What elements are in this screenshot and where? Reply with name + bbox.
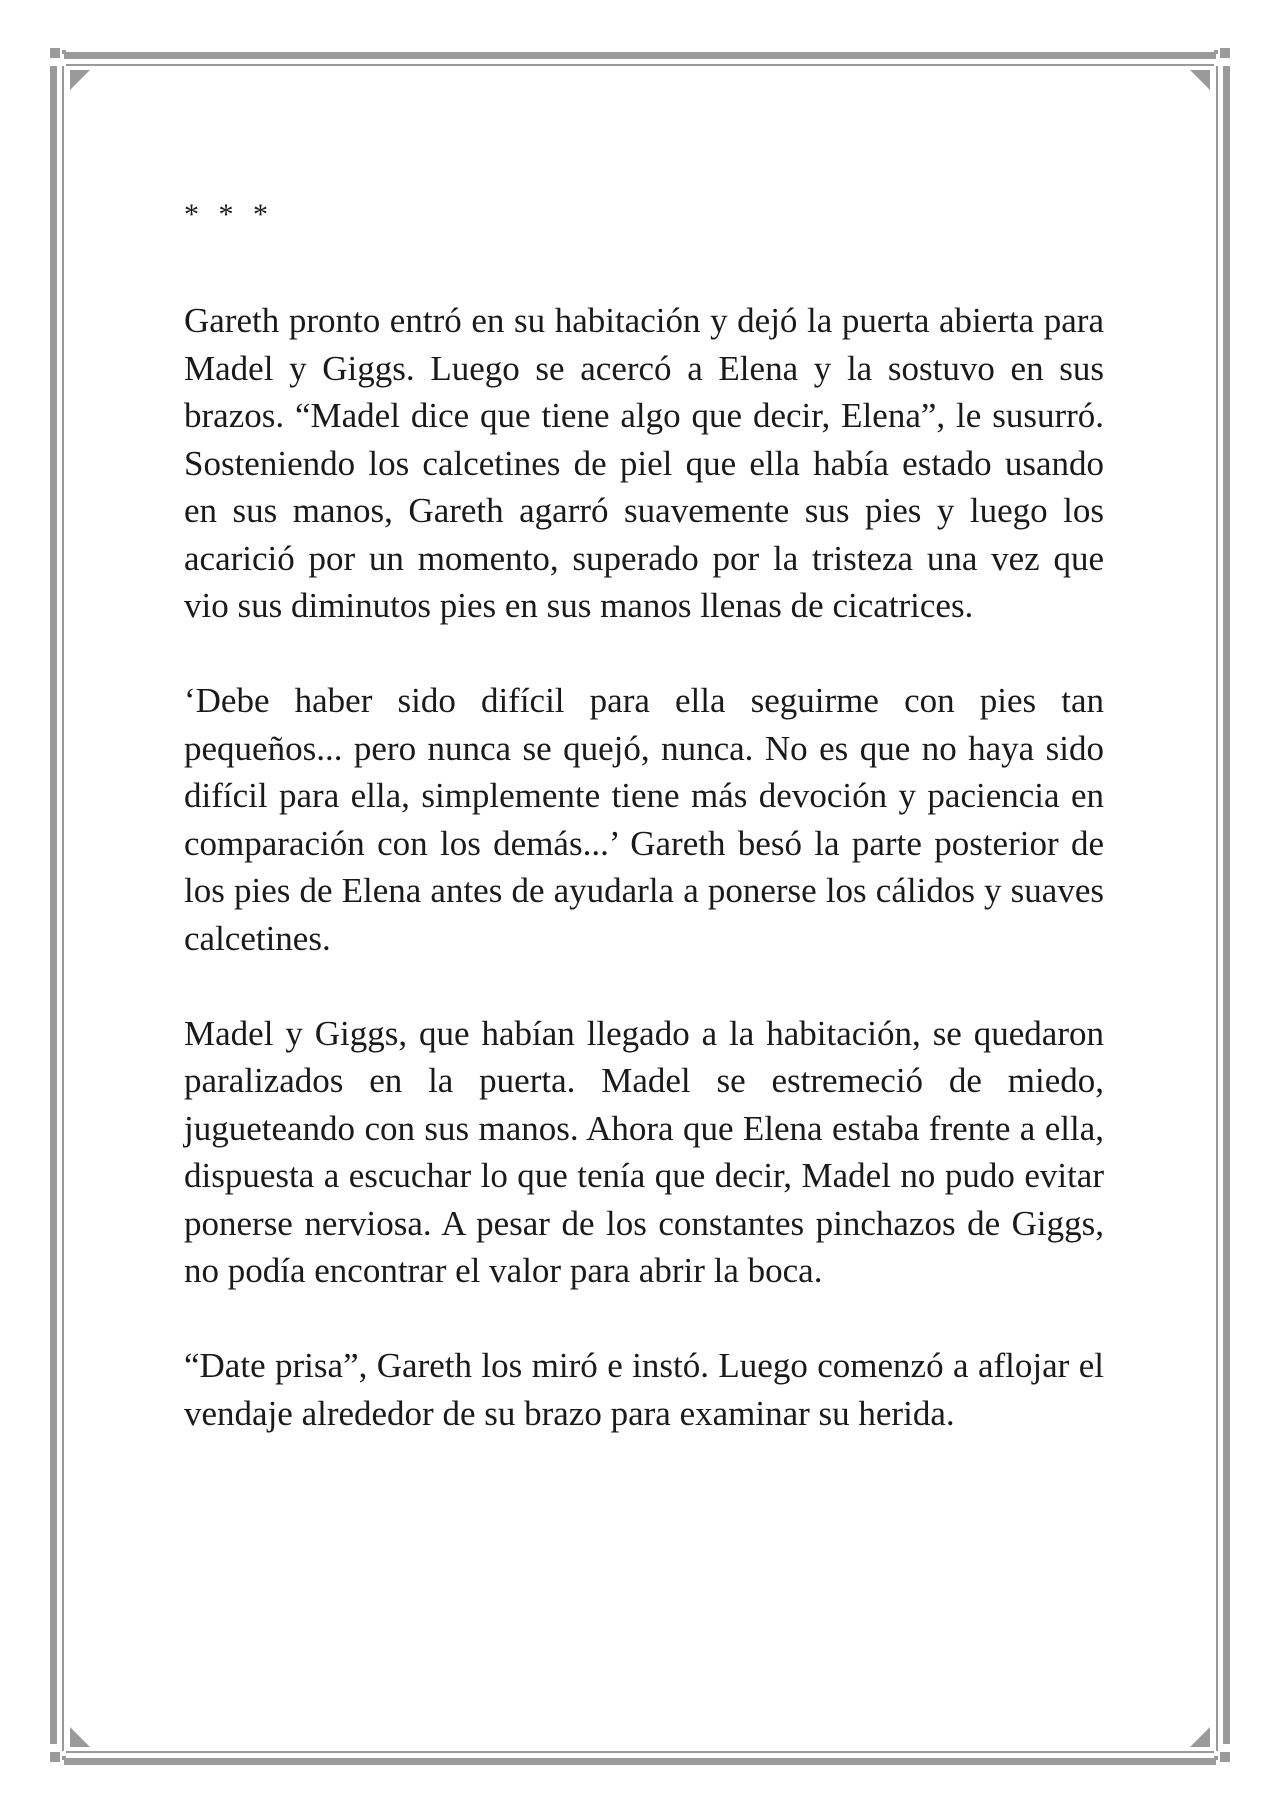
paragraph: ‘Debe haber sido difícil para ella seguirme con pies tan pequeños... pero nunca se quejó, nunca. No es que no haya sido difícil para ella, simplemente tiene más devoción y paciencia en comparación con los demás...’ Gareth besó la parte posterior de los pies de Elena antes de ayudarla a ponerse los cálidos y suaves calcetines. xyxy=(184,681,1104,958)
paragraph: “Date prisa”, Gareth los miró e instó. Luego comenzó a aflojar el vendaje alrededor de su brazo para examinar su herida. xyxy=(184,1346,1104,1433)
section-separator: * * * xyxy=(184,198,274,231)
paragraph: Madel y Giggs, que habían llegado a la habitación, se quedaron paralizados en la puerta. Madel se estremeció de miedo, jugueteando con sus manos. Ahora que Elena estaba frente a ella, dispuesta a escuchar lo que tenía que decir, Madel no pudo evitar ponerse nerviosa. A pesar de los constantes pinchazos de Giggs, no podía encontrar el valor para abrir la boca. xyxy=(184,1013,1104,1290)
paragraph: Gareth pronto entró en su habitación y dejó la puerta abierta para Madel y Giggs. Luego se acercó a Elena y la sostuvo en sus brazos. “Madel dice que tiene algo que decir, Elena”, le susurró. Sosteniendo los calcetines de piel que ella había estado usando en sus manos, Gareth agarró suavemente sus pies y luego los acarició por un momento, superado por la tristeza una vez que vio sus diminutos pies en sus manos llenas de cicatrices. xyxy=(184,301,1104,625)
document-body xyxy=(184,195,1104,1485)
